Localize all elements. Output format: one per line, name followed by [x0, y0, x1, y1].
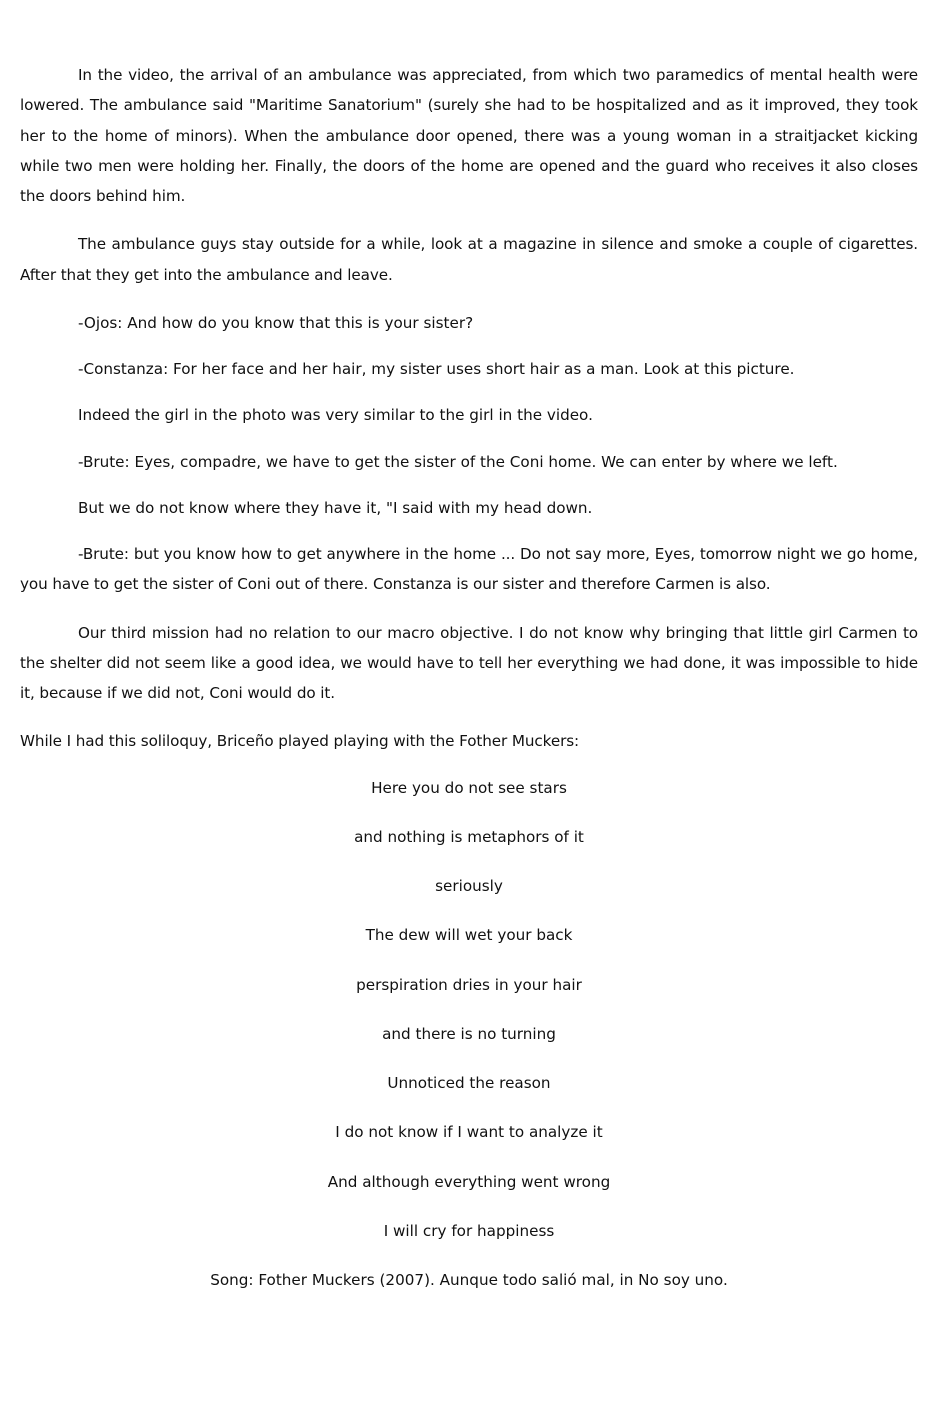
paragraph-5: Indeed the girl in the photo was very similar to the girl in the video. [78, 406, 593, 425]
poem-line: Here you do not see stars [371, 778, 567, 797]
poem-line: and there is no turning [382, 1024, 556, 1043]
paragraph-3: -Ojos: And how do you know that this is your sister? [78, 313, 474, 332]
paragraph-9: Our third mission had no relation to our macro objective. I do not know why bringing that little girl Carmen to the shelter did not seem like a good idea, we would have to tell her everything we had done, it was impossible to hide it, because if we did not, Coni would do it. [20, 623, 918, 702]
poem-line: I will cry for happiness [383, 1221, 555, 1240]
poem-line: And although everything went wrong [327, 1172, 611, 1191]
paragraph-2: The ambulance guys stay outside for a while, look at a magazine in silence and smoke a couple of cigarettes. After that they get into the ambulance and leave. [20, 235, 918, 284]
paragraph-1: In the video, the arrival of an ambulance was appreciated, from which two paramedics of mental health were lowered. The ambulance said "Maritime Sanatorium" (surely she had to be hospitalized and as it improved, they took her to the home of minors). When the ambulance door opened, there was a young woman in a straitjacket kicking while two men were holding her. Finally, the doors of the home are opened and the guard who receives it also closes the doors behind him. [20, 66, 918, 205]
poem-line: perspiration dries in your hair [356, 975, 582, 994]
poem-line: and nothing is metaphors of it [354, 827, 584, 846]
paragraph-6: -Brute: Eyes, compadre, we have to get the sister of the Coni home. We can enter by where we left. [78, 452, 838, 471]
paragraph-8: -Brute: but you know how to get anywhere in the home ... Do not say more, Eyes, tomorrow night we go home, you have to get the sister of Coni out of there. Constanza is our sister and therefore Carmen is also. [20, 545, 918, 594]
poem-line: Unnoticed the reason [387, 1074, 551, 1092]
poem-line: I do not know if I want to analyze it [335, 1123, 603, 1142]
poem-block [20, 773, 918, 1296]
paragraph-10: While I had this soliloquy, Briceño played playing with the Fother Muckers: [20, 732, 580, 751]
paragraph-4: -Constanza: For her face and her hair, my sister uses short hair as a man. Look at this picture. [78, 360, 795, 378]
poem-source-citation: Song: Fother Muckers (2007). Aunque todo salió mal, in No soy uno. [210, 1271, 728, 1289]
paragraph-7: But we do not know where they have it, "I said with my head down. [78, 498, 593, 517]
poem-line: The dew will wet your back [365, 926, 573, 945]
poem-line: seriously [435, 877, 503, 895]
